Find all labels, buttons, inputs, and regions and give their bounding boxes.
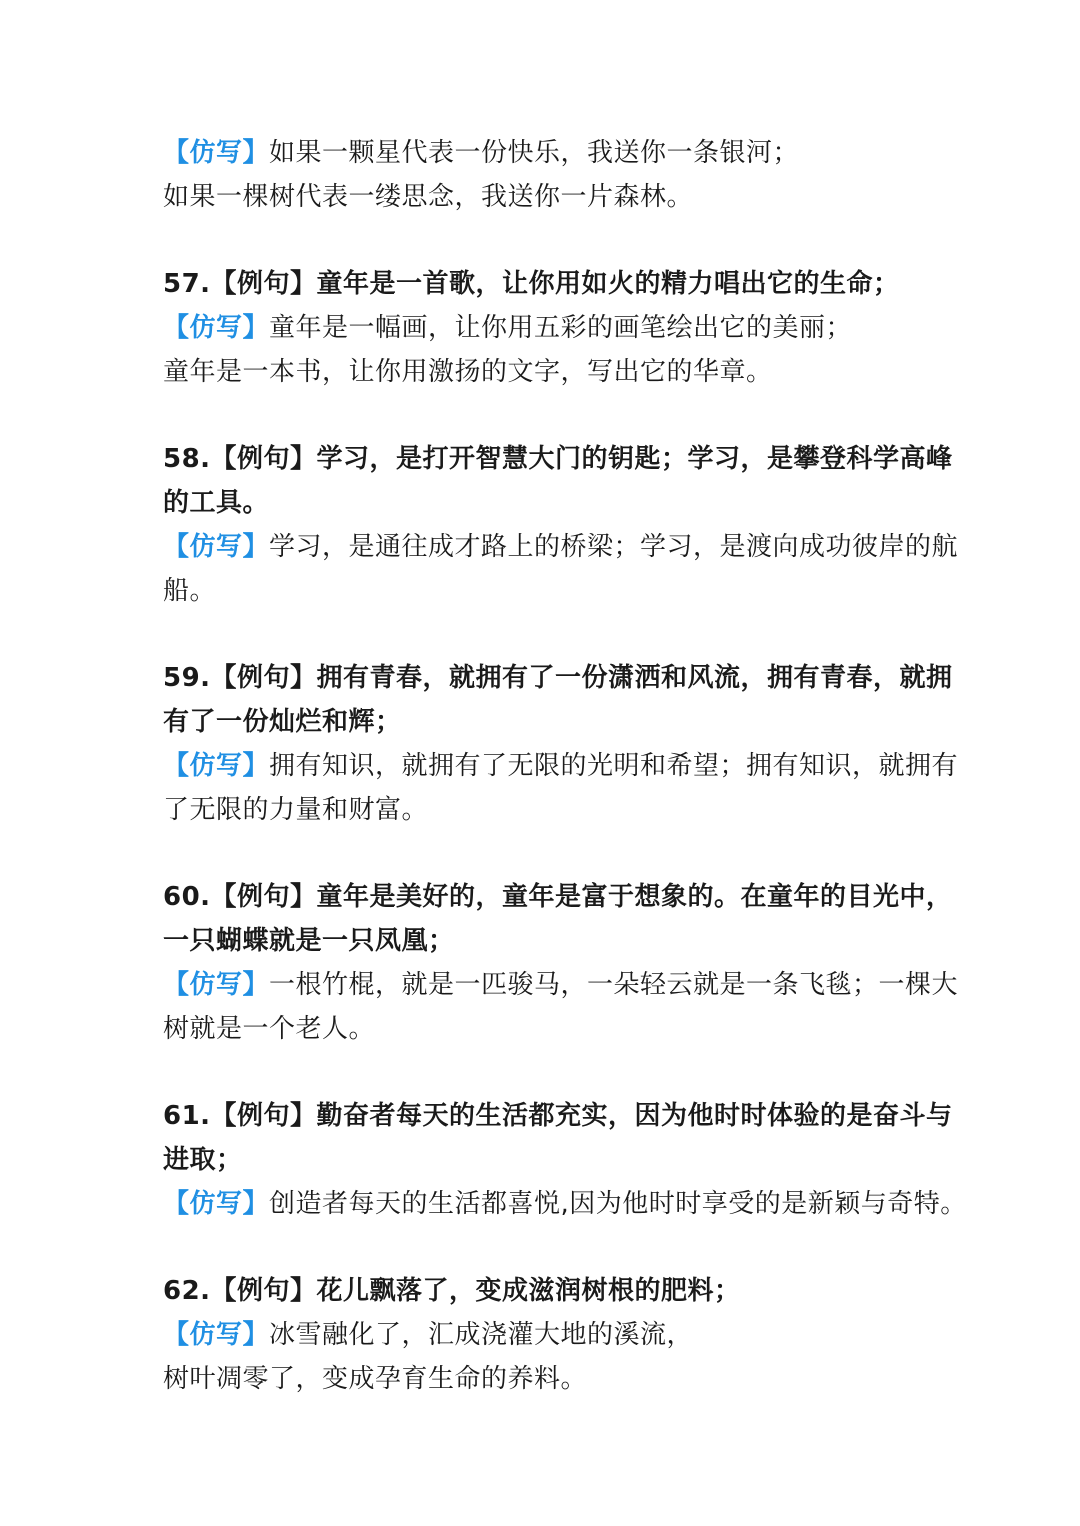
entry-62: [163, 1269, 923, 1401]
entry-61: [163, 1094, 967, 1226]
imitation-tag: 【仿写】: [163, 313, 270, 343]
imitation-line: 【仿写】一根竹棍，就是一匹骏马，一朵轻云就是一条飞毯；一棵大: [163, 970, 959, 1000]
example-sentence: 一只蝴蝶就是一只凤凰；: [163, 926, 455, 956]
imitation-tag: 【仿写】: [163, 751, 270, 781]
imitation-line: 树就是一个老人。: [163, 1014, 376, 1044]
example-sentence: 61.【例句】勤奋者每天的生活都充实，因为他时时体验的是奋斗与: [163, 1101, 953, 1131]
intro-imitation: [163, 131, 923, 219]
entry-59: [163, 656, 959, 832]
example-sentence: 62.【例句】花儿飘落了，变成滋润树根的肥料；: [163, 1276, 741, 1306]
example-sentence: 进取；: [163, 1145, 243, 1175]
imitation-line: 船。: [163, 576, 217, 606]
imitation-line: 【仿写】童年是一幅画，让你用五彩的画笔绘出它的美丽；: [163, 313, 853, 343]
entry-58: [163, 437, 959, 613]
imitation-line: 树叶凋零了，变成孕育生命的养料。: [163, 1364, 588, 1394]
imitation-line: 【仿写】学习，是通往成才路上的桥梁；学习，是渡向成功彼岸的航: [163, 532, 959, 562]
example-sentence: 58.【例句】学习，是打开智慧大门的钥匙；学习，是攀登科学高峰: [163, 444, 953, 474]
example-sentence: 有了一份灿烂和辉；: [163, 707, 402, 737]
example-sentence: 的工具。: [163, 488, 270, 518]
imitation-tag: 【仿写】: [163, 138, 270, 168]
imitation-tag: 【仿写】: [163, 532, 270, 562]
imitation-line: 【仿写】创造者每天的生活都喜悦,因为他时时享受的是新颖与奇特。: [163, 1189, 967, 1219]
imitation-line: 童年是一本书，让你用激扬的文字，写出它的华章。: [163, 357, 773, 387]
example-sentence: 60.【例句】童年是美好的，童年是富于想象的。在童年的目光中，: [163, 882, 953, 912]
document-page: [163, 131, 967, 1401]
imitation-line: 【仿写】如果一颗星代表一份快乐，我送你一条银河；: [163, 138, 800, 168]
entry-57: [163, 262, 923, 394]
imitation-line: 【仿写】冰雪融化了，汇成浇灌大地的溪流，: [163, 1320, 694, 1350]
example-sentence: 57.【例句】童年是一首歌，让你用如火的精力唱出它的生命；: [163, 269, 900, 299]
entry-60: [163, 875, 959, 1051]
imitation-tag: 【仿写】: [163, 1189, 270, 1219]
imitation-line: 了无限的力量和财富。: [163, 795, 429, 825]
imitation-line: 【仿写】拥有知识，就拥有了无限的光明和希望；拥有知识，就拥有: [163, 751, 959, 781]
example-sentence: 59.【例句】拥有青春，就拥有了一份潇洒和风流，拥有青春，就拥: [163, 663, 953, 693]
imitation-tag: 【仿写】: [163, 1320, 270, 1350]
imitation-line: 如果一棵树代表一缕思念，我送你一片森林。: [163, 182, 694, 212]
imitation-tag: 【仿写】: [163, 970, 270, 1000]
